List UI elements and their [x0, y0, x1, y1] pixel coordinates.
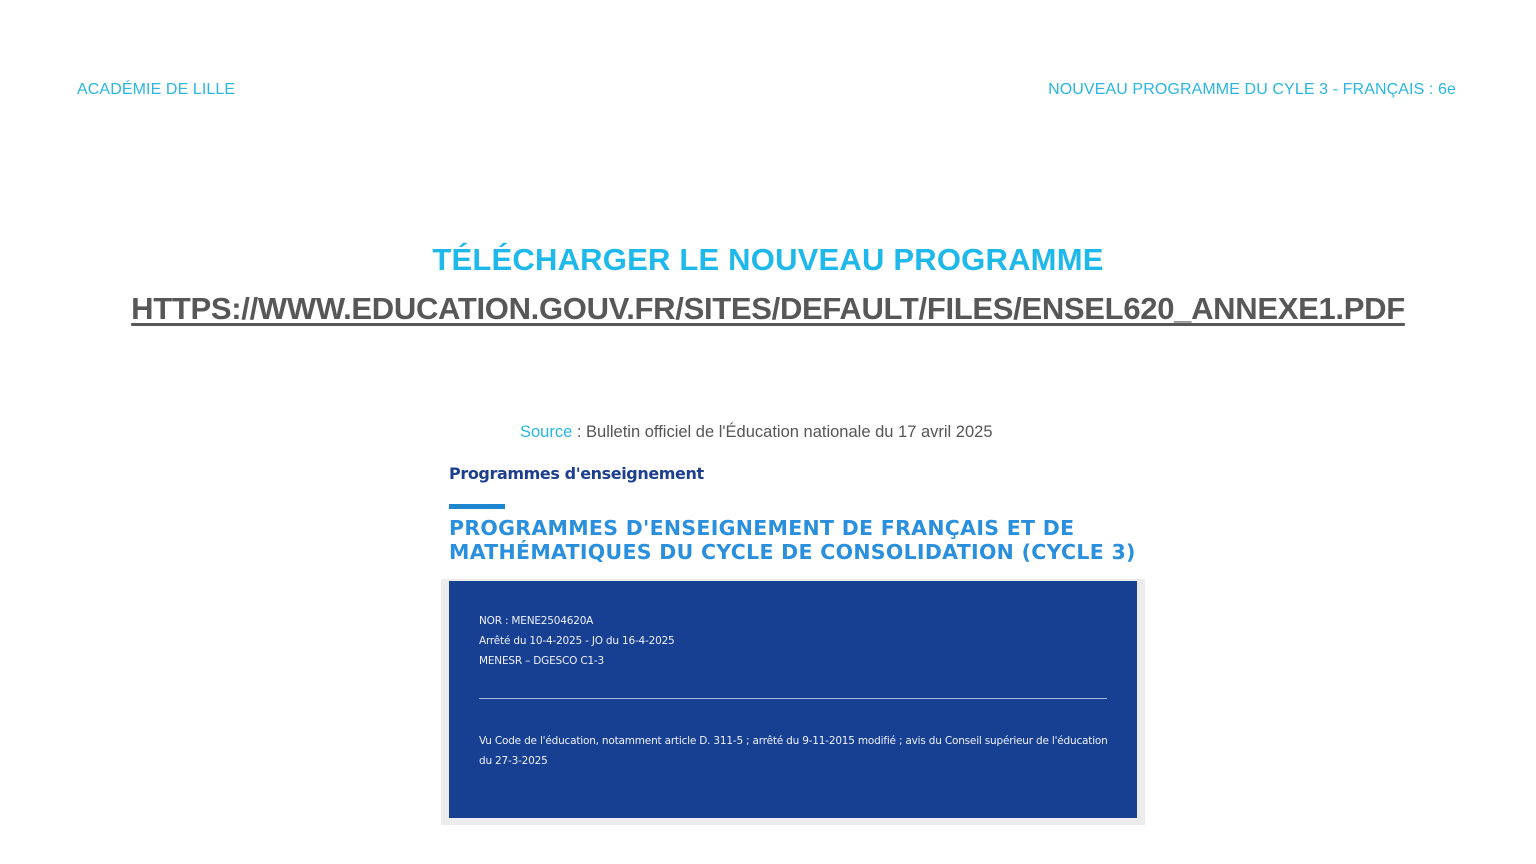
bulletin-section-label: Programmes d'enseignement: [449, 464, 704, 483]
source-label: Source: [520, 423, 573, 441]
header-course-title: NOUVEAU PROGRAMME DU CYLE 3 - FRANÇAIS : 6e: [1048, 81, 1456, 98]
source-caption: [520, 423, 993, 442]
arrete-date: Arrêté du 10-4-2025 - JO du 16-4-2025: [479, 635, 675, 647]
bulletin-info-box: [449, 581, 1137, 818]
source-text: : Bulletin officiel de l'Éducation nationale du 17 avril 2025: [572, 423, 993, 441]
bulletin-title: PROGRAMMES D'ENSEIGNEMENT DE FRANÇAIS ET DE MATHÉMATIQUES DU CYCLE DE CONSOLIDATION (CYCLE 3): [449, 516, 1136, 564]
issuing-office: MENESR – DGESCO C1-3: [479, 655, 605, 667]
accent-bar: [449, 504, 505, 509]
nor-reference: NOR : MENE2504620A: [479, 615, 594, 627]
divider: [479, 698, 1107, 699]
download-link[interactable]: HTTPS://WWW.EDUCATION.GOUV.FR/SITES/DEFAULT/FILES/ENSEL620_ANNEXE1.PDF: [131, 291, 1405, 326]
header-academy: ACADÉMIE DE LILLE: [77, 81, 236, 98]
bulletin-info-frame: [441, 579, 1145, 825]
legal-references: Vu Code de l'éducation, notamment article D. 311-5 ; arrêté du 9-11-2015 modifié ; avis du Conseil supérieur de l'éducation du 27-3-2025: [479, 735, 1108, 767]
bulletin-screenshot: [441, 455, 1145, 825]
download-heading: TÉLÉCHARGER LE NOUVEAU PROGRAMME: [432, 242, 1104, 277]
